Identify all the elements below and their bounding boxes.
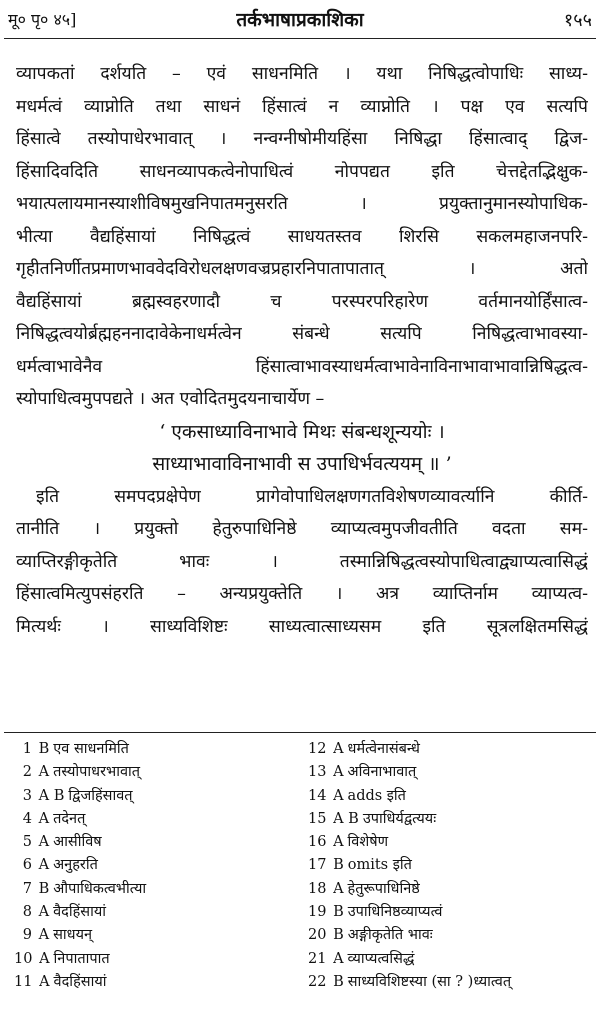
footnote: 1 B एव साधनमिति <box>22 741 129 757</box>
text-line: गृहीतनिर्णीतप्रमाणभाववेदविरोधलक्षणवज्रप्रहारनिपातापातात् । अतो <box>16 259 588 279</box>
text-line: हिंसात्वमित्युपसंहरति – अन्यप्रयुक्तेति । अत्र व्याप्तिर्नाम व्याप्यत्व- <box>16 584 588 604</box>
footnote: 5 A आसीविष <box>22 834 102 851</box>
footnote: 4 A तदेनत् <box>22 810 86 827</box>
text-line: व्याप्तिरङ्गीकृतेति भावः । तस्मान्निषिद्धत्वस्योपाधित्वाद्व्याप्यत्वासिद्धं <box>16 551 588 572</box>
text-line: व्यापकतां दर्शयति – एवं साधनमिति । यथा निषिद्धत्वोपाधिः साध्य- <box>16 64 588 84</box>
footnote: 21 A व्याप्यत्वसिद्धं <box>308 950 415 967</box>
commentary-text <box>16 58 588 643</box>
footnote: 9 A साधयन् <box>22 927 93 944</box>
text-line: हिंसात्वे तस्योपाधेरभावात् । नन्वग्नीषोमीयहिंसा निषिद्धा हिंसात्वाद् द्विज- <box>16 129 588 149</box>
text-line: स्योपाधित्वमुपपद्यते । अत एवोदितमुदयनाचार्येण – <box>16 389 325 409</box>
footnote: 13 A अविनाभावात् <box>308 764 417 781</box>
text-line: मधर्मत्वं व्याप्नोति तथा साधनं हिंसात्वं न व्याप्नोति । पक्ष एव सत्यपि <box>16 96 588 117</box>
footnotes-left-column <box>14 738 299 994</box>
text-line: वैद्यहिंसायां ब्रह्मस्वहरणादौ च परस्परपरिहारेण वर्तमानयोर्हिंसात्व- <box>16 291 588 312</box>
text-line: भीत्या वैद्यहिंसायां निषिद्धत्वं साधयतस्तव शिरसि सकलमहाजनपरि- <box>16 226 588 247</box>
footnote: 7 B औपाधिकत्वभीत्या <box>22 880 147 897</box>
footnotes <box>14 738 592 1008</box>
page-reference: मू० पृ० ४५] <box>8 10 77 29</box>
footnote: 2 A तस्योपाधरभावात् <box>22 764 141 781</box>
running-title: तर्कभाषाप्रकाशिका <box>236 9 364 31</box>
text-line: निषिद्धत्वयोर्ब्रह्महननादावेकेनाधर्मत्वेन संबन्धे सत्यपि निषिद्धत्वाभावस्या- <box>16 324 588 344</box>
footnote: 17 B omits इति <box>308 857 412 874</box>
footnote: 6 A अनुहरति <box>22 857 98 874</box>
footnotes-right-column <box>308 738 593 994</box>
page-number: १५५ <box>563 10 592 31</box>
text-line: भयात्पलायमानस्याशीविषमुखनिपातमनुसरति । प्रयुक्तानुमानस्योपाधिक- <box>16 194 588 214</box>
text-line: इति समपदप्रक्षेपेण प्रागेवोपाधिलक्षणगतविशेषणव्यावर्त्यानि कीर्ति- <box>36 486 588 507</box>
verse-line: साध्याभावाविनाभावी स उपाधिर्भवत्ययम् ॥ ’ <box>152 453 452 475</box>
footnote: 8 A वैदहिंसायां <box>22 904 107 921</box>
footnote: 22 B साध्यविशिष्टस्या (सा ? )ध्यात्वत् <box>308 973 512 990</box>
footnote: 3 A B द्विजहिंसावत् <box>22 787 133 804</box>
verse-line: ‘ एकसाध्याविनाभावे मिथः संबन्धशून्ययोः । <box>159 420 445 443</box>
footnote: 11 A वैदहिंसायां <box>14 973 107 990</box>
text-line: हिंसादिवदिति साधनव्यापकत्वेनोपाधित्वं नोपपद्यत इति चेत्तद्देतद्भिक्षुक- <box>16 161 588 182</box>
footnote: 10 A निपातापात <box>14 950 110 967</box>
text-line: मित्यर्थः । साध्यविशिष्टः साध्यत्वात्साध्यसम इति सूत्रलक्षितमसिद्धं <box>16 616 588 637</box>
footnote: 16 A विशेषेण <box>308 834 389 851</box>
header-rule <box>4 38 596 39</box>
footnote: 20 B अङ्गीकृतेति भावः <box>308 927 433 944</box>
text-line: तानीति । प्रयुक्तो हेतुरुपाधिनिष्ठे व्याप्यत्वमुपजीवतीति वदता सम- <box>16 519 588 539</box>
text-line: धर्मत्वाभावेनैव हिंसात्वाभावस्याधर्मत्वाभावेनाविनाभावाभावान्निषिद्धत्व- <box>16 356 588 377</box>
footnote: 12 A धर्मत्वेनासंबन्धे <box>308 741 420 757</box>
footnote: 18 A हेतुरूपाधिनिष्ठे <box>308 880 420 897</box>
footnote: 15 A B उपाधिर्यद्वत्ययः <box>308 810 437 827</box>
footnote-rule <box>4 732 596 733</box>
page-header <box>0 2 600 36</box>
footnote: 19 B उपाधिनिष्ठव्याप्यत्वं <box>308 904 443 921</box>
footnote: 14 A adds इति <box>308 787 406 804</box>
